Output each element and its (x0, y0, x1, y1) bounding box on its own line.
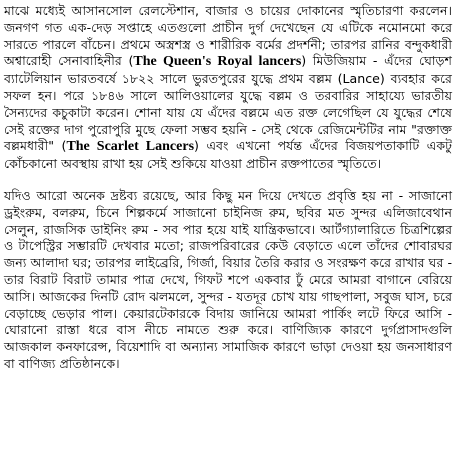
paragraph-gap (4, 173, 452, 188)
paragraph-text: ) মিউজিয়াম - এঁদের ঘোড়শ ব্যাটেলিয়ান ভারতবর্ষে ১৮২২ সালে ভুরতপুরের যুদ্ধে প্রথম বল্লম (Lance) ব্যবহার করে সফল হন। পরে ১৮৪৬ সালে আলিওয়ালের যুদ্ধে বল্লম ও তরবারির সাহায্যে ভারতীয় সৈন্যদের কচুকাটা করেন। শোনা যায় যে এঁদের বল্লমে এত রক্ত লেগেছিল যে যুদ্ধের শেষে সেই রক্তের দাগ পুরোপুরি মুছে ফেলা সম্ভব হয়নি - সেই থেকে রেজিমেন্টটির নাম "রক্তাক্ত বল্লমধারী" ( (4, 53, 452, 154)
paragraph-text: ) এবং এখনো পর্যন্ত এঁদের বিজয়পতাকাটি একটু কোঁচকানো অবস্থায় রাখা হয় সেই শুকিয়ে যাওয়া প্রাচীন রক্তপাতের স্মৃতিতে। (4, 138, 452, 172)
paragraph-text: যদিও আরো অনেক দ্রষ্টব্য রয়েছে, আর কিছু মন দিয়ে দেখতে প্রবৃত্তি হয় না - সাজানো ড্রইংরুম, বলরুম, চিনে শিল্পকর্মে সাজানো চাইনিজ রুম, ছবির মত সুন্দর এলিজাবেথান সেলুন, রাজসিক ডাইনিং রুম - সব পার হয়ে যাই যান্ত্রিকভাবে। আর্টগ্যালারিতে চিত্রশিল্পের ও টাপেস্ট্রির সম্ভারটি দেখবার মতো; রাজপরিবারের কেউ বেড়াতে এলে তাঁদের শোবারঘর জন্য আলাদা ঘর; তারপর লাইব্রেরি, গির্জা, বিয়ার তৈরি করার ও সংরক্ষণ করে রাখার ঘর - তার বিরাট বিরাট তামার পাত্র দেখে, গিফট শপে একবার ঢুঁ মেরে আমরা বাগানে বেরিয়ে আসি। আজকের দিনটি রোদ ঝলমলে, সুন্দর - যতদূর চোখ যায় গাছপালা, সবুজ ঘাস, চরে বেড়াচ্ছে ভেড়ার পাল। কেয়ারটেকারকে বিদায় জানিয়ে আমরা পার্কিং লটে ফিরে আসি - ঘোরানো রাস্তা ধরে বাস নীচে নামতে শুরু করে। বাণিজ্যিক কারণে দুর্গপ্রাসাদগুলি আজকাল কনফারেন্স, বিয়েশাদি বা অন্যান্য সামাজিক কারণে ভাড়া দেওয়া হয় জনসাধারণ বা বাণিজ্য প্রতিষ্ঠানকে। (4, 187, 452, 371)
regiment-nickname-english: The Scarlet Lancers (66, 139, 195, 155)
regiment-name-english: The Queen's Royal lancers (133, 54, 302, 70)
paragraph-text: মাঝে মধ্যেই আসানসোল রেলস্টেশান, বাজার ও চায়ের দোকানের স্মৃতিচারণা করলেন। জনগণ গত এক-দেড় সপ্তাহে এতগুলো প্রাচীন দুর্গ দেখেছেন যে এটিকে নমোনমো করে সারতে পারলে বাঁচেন। প্রথমে অস্ত্রশস্ত্র ও শারীরিক বর্মের প্রদর্শনী; তারপর রানির বন্দুকধারী অশ্বারোহী সেনাবাহিনীর ( (4, 3, 452, 69)
paragraph-queens-royal-lancers (4, 3, 452, 173)
paragraph-castle-rooms (4, 188, 452, 373)
